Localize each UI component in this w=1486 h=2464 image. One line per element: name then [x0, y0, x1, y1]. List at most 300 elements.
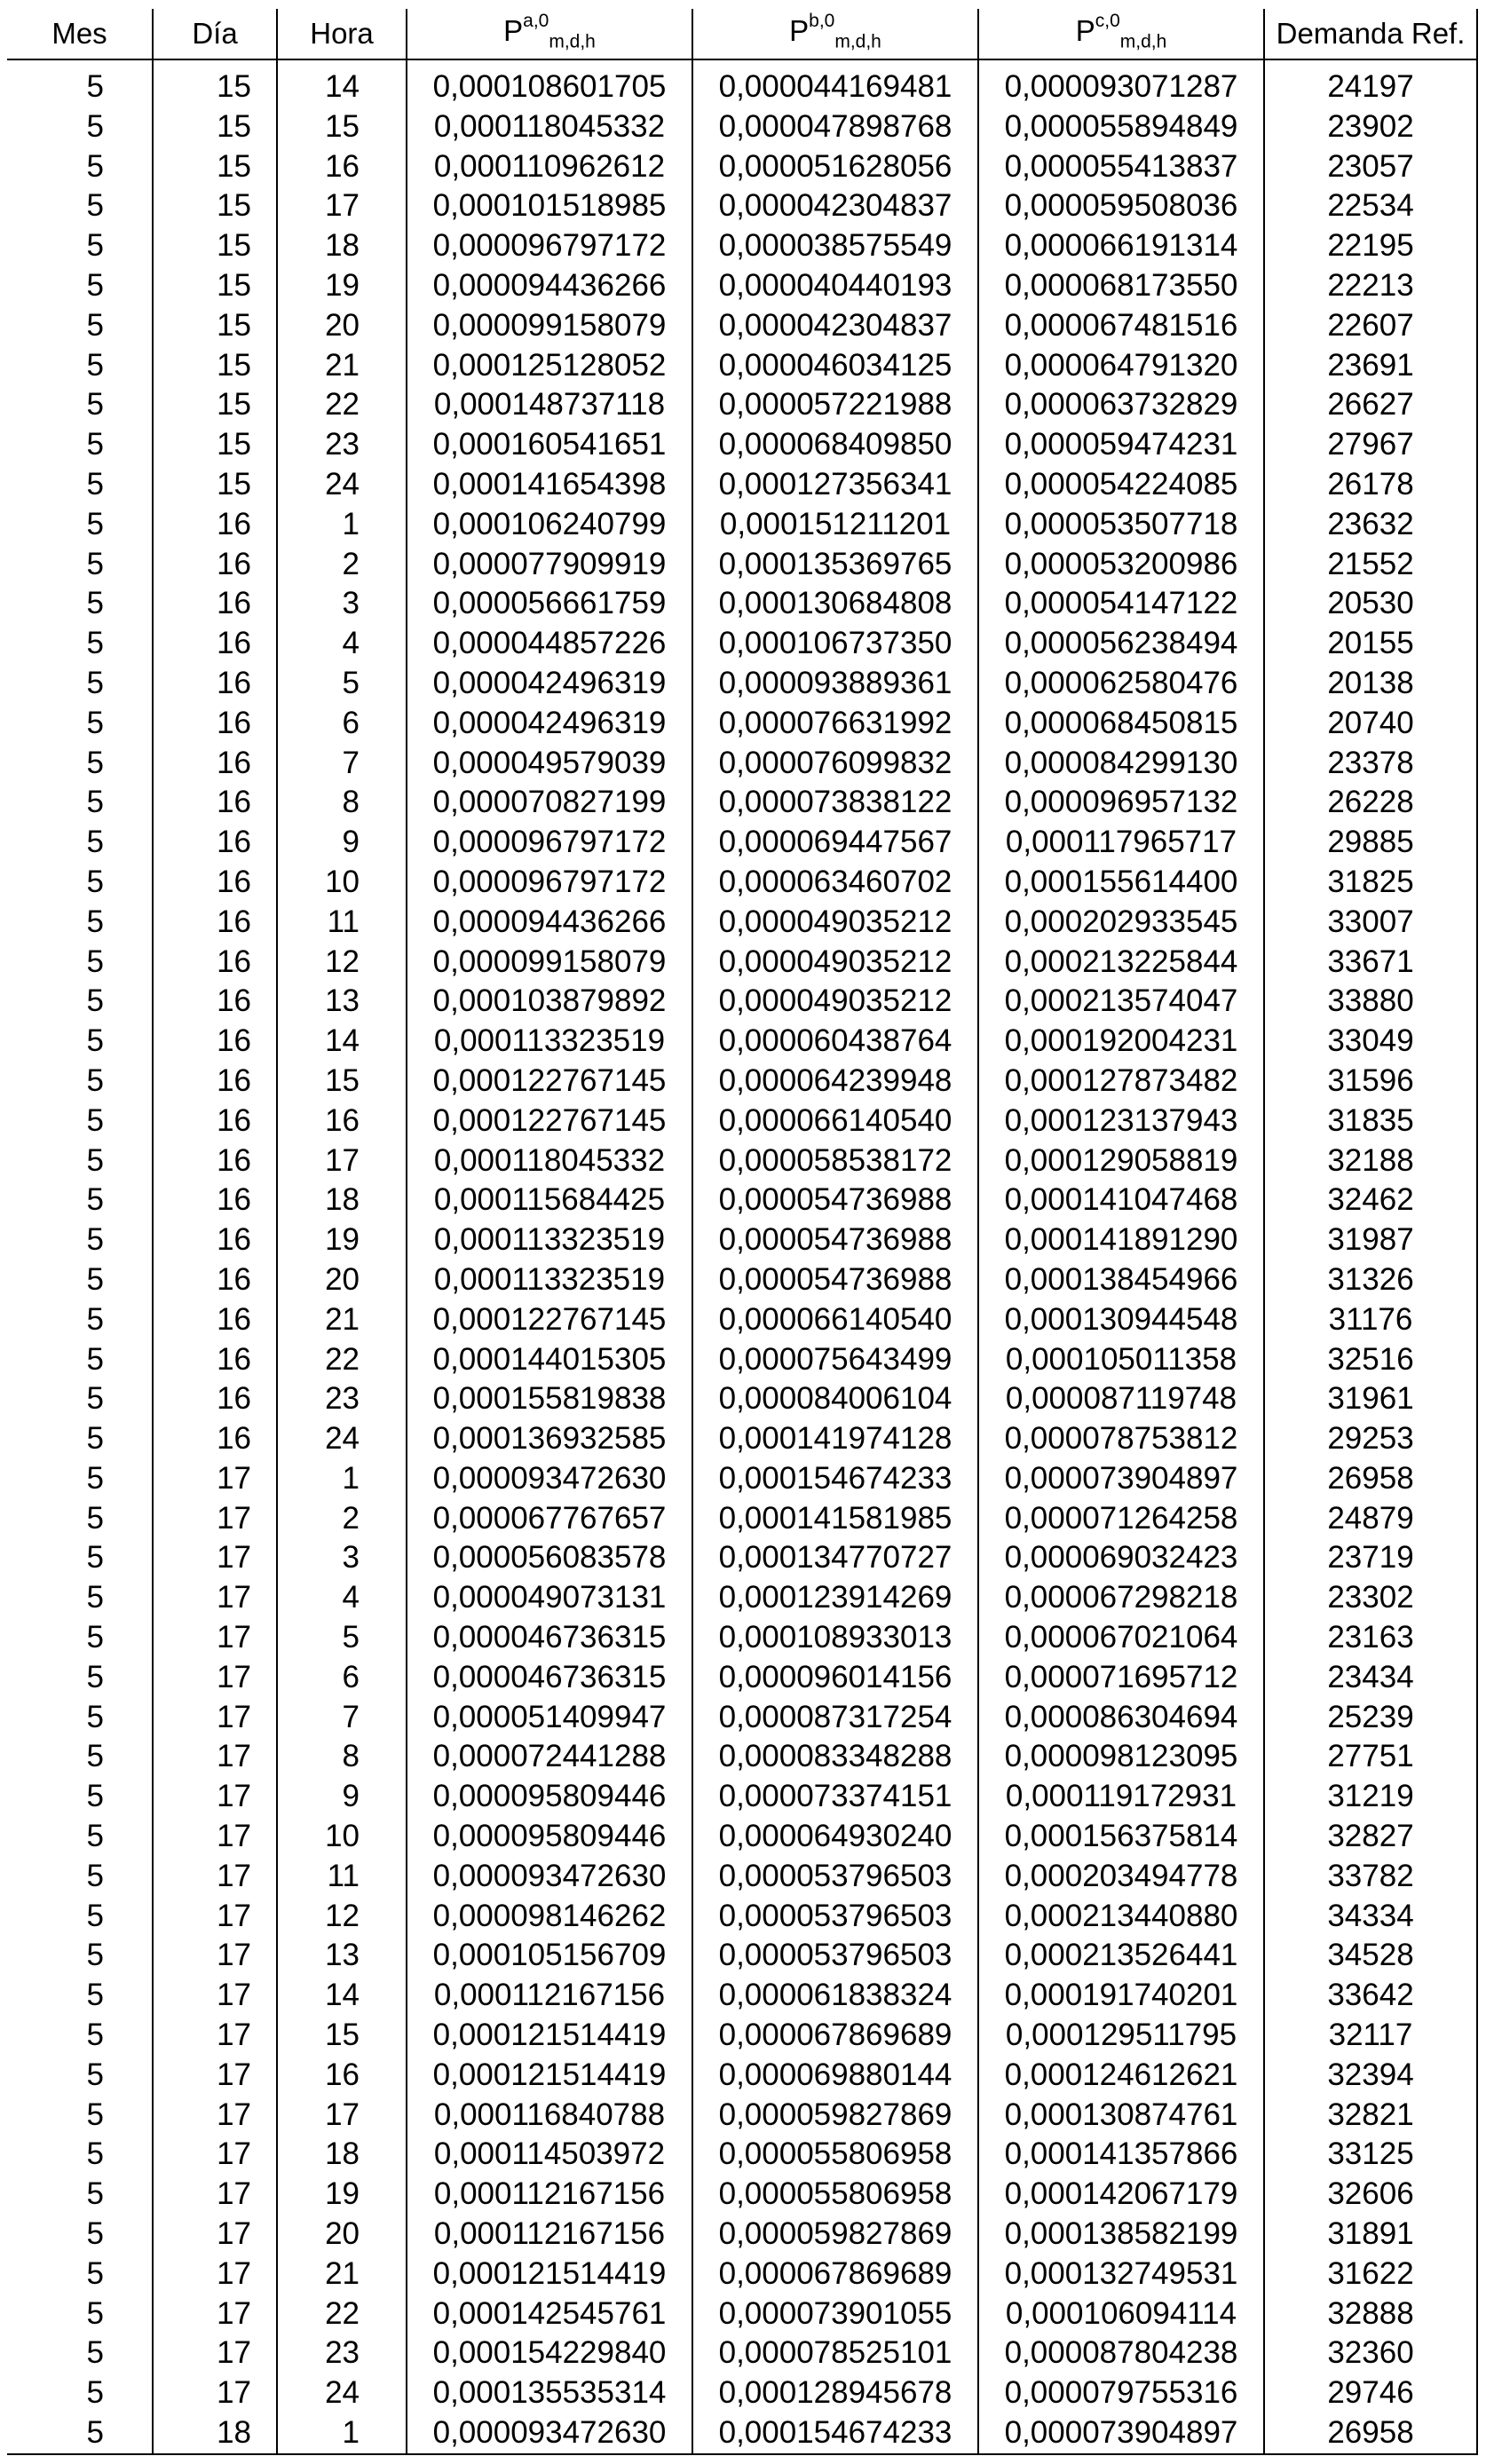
cell-hora: 10	[277, 1817, 407, 1857]
cell-pc: 0,000213440880	[978, 1897, 1264, 1937]
cell-demanda: 20155	[1264, 624, 1477, 664]
cell-demanda: 31622	[1264, 2255, 1477, 2294]
cell-pa: 0,000154229840	[407, 2334, 692, 2373]
cell-pc: 0,000142067179	[978, 2175, 1264, 2215]
cell-hora: 24	[277, 2373, 407, 2413]
cell-demanda: 33880	[1264, 982, 1477, 1022]
table-row	[7, 2334, 1477, 2373]
table-row	[7, 1062, 1477, 1102]
cell-pa: 0,000122767145	[407, 1300, 692, 1340]
cell-hora: 19	[277, 266, 407, 306]
table-row	[7, 1499, 1477, 1539]
cell-pb: 0,000151211201	[692, 505, 978, 545]
table-row	[7, 1936, 1477, 1976]
cell-mes: 5	[7, 1936, 153, 1976]
cell-pc: 0,000213574047	[978, 982, 1264, 1022]
cell-pa: 0,000122767145	[407, 1102, 692, 1141]
cell-mes: 5	[7, 1658, 153, 1698]
cell-mes: 5	[7, 2056, 153, 2096]
table-row	[7, 943, 1477, 983]
cell-hora: 10	[277, 863, 407, 903]
cell-hora: 5	[277, 1618, 407, 1658]
table-row	[7, 346, 1477, 386]
cell-demanda: 21552	[1264, 545, 1477, 585]
cell-dia: 17	[153, 1578, 277, 1618]
cell-dia: 17	[153, 2373, 277, 2413]
cell-mes: 5	[7, 1777, 153, 1817]
cell-pc: 0,000202933545	[978, 903, 1264, 943]
cell-mes: 5	[7, 704, 153, 744]
cell-pc: 0,000053200986	[978, 545, 1264, 585]
cell-pc: 0,000067481516	[978, 306, 1264, 346]
cell-demanda: 22213	[1264, 266, 1477, 306]
cell-hora: 16	[277, 1102, 407, 1141]
cell-dia: 16	[153, 823, 277, 863]
cell-demanda: 31961	[1264, 1379, 1477, 1419]
cell-pb: 0,000066140540	[692, 1300, 978, 1340]
cell-hora: 19	[277, 2175, 407, 2215]
cell-pb: 0,000038575549	[692, 226, 978, 266]
cell-hora: 2	[277, 545, 407, 585]
cell-pa: 0,000125128052	[407, 346, 692, 386]
table-row	[7, 2096, 1477, 2136]
table-row	[7, 1141, 1477, 1181]
cell-pa: 0,000112167156	[407, 1976, 692, 2016]
cell-hora: 23	[277, 425, 407, 465]
cell-pa: 0,000096797172	[407, 226, 692, 266]
cell-dia: 16	[153, 1340, 277, 1380]
cell-pb: 0,000049035212	[692, 982, 978, 1022]
cell-pc: 0,000053507718	[978, 505, 1264, 545]
table-row	[7, 704, 1477, 744]
table-body	[7, 59, 1477, 2454]
cell-pb: 0,000046034125	[692, 346, 978, 386]
cell-mes: 5	[7, 982, 153, 1022]
cell-mes: 5	[7, 2255, 153, 2294]
cell-pc: 0,000141891290	[978, 1220, 1264, 1260]
cell-mes: 5	[7, 1260, 153, 1300]
cell-pc: 0,000073904897	[978, 2413, 1264, 2454]
cell-pc: 0,000106094114	[978, 2294, 1264, 2334]
cell-hora: 17	[277, 186, 407, 226]
cell-dia: 18	[153, 2413, 277, 2454]
cell-pc: 0,000054224085	[978, 465, 1264, 505]
cell-hora: 15	[277, 2016, 407, 2056]
header-pb-sup: b,0	[809, 11, 835, 32]
cell-demanda: 22195	[1264, 226, 1477, 266]
cell-pa: 0,000049579039	[407, 744, 692, 784]
cell-pa: 0,000135535314	[407, 2373, 692, 2413]
cell-pa: 0,000113323519	[407, 1220, 692, 1260]
cell-pb: 0,000087317254	[692, 1698, 978, 1738]
cell-dia: 17	[153, 2135, 277, 2175]
cell-pc: 0,000119172931	[978, 1777, 1264, 1817]
header-pa	[407, 9, 692, 59]
cell-dia: 16	[153, 1419, 277, 1459]
cell-pa: 0,000093472630	[407, 1857, 692, 1897]
cell-dia: 15	[153, 107, 277, 147]
cell-pb: 0,000134770727	[692, 1538, 978, 1578]
cell-mes: 5	[7, 1062, 153, 1102]
cell-demanda: 32821	[1264, 2096, 1477, 2136]
cell-pb: 0,000068409850	[692, 425, 978, 465]
cell-dia: 17	[153, 1618, 277, 1658]
cell-mes: 5	[7, 1220, 153, 1260]
cell-pa: 0,000118045332	[407, 107, 692, 147]
cell-hora: 17	[277, 2096, 407, 2136]
cell-demanda: 32827	[1264, 1817, 1477, 1857]
table-row	[7, 1897, 1477, 1937]
cell-hora: 23	[277, 2334, 407, 2373]
cell-hora: 11	[277, 1857, 407, 1897]
cell-pc: 0,000059508036	[978, 186, 1264, 226]
cell-pb: 0,000057221988	[692, 385, 978, 425]
header-pa-sup: a,0	[523, 11, 549, 32]
cell-hora: 11	[277, 903, 407, 943]
table-row	[7, 1817, 1477, 1857]
cell-demanda: 32188	[1264, 1141, 1477, 1181]
cell-mes: 5	[7, 1419, 153, 1459]
cell-dia: 17	[153, 1976, 277, 2016]
cell-pa: 0,000099158079	[407, 943, 692, 983]
cell-hora: 4	[277, 624, 407, 664]
cell-pb: 0,000154674233	[692, 2413, 978, 2454]
cell-pc: 0,000098123095	[978, 1737, 1264, 1777]
cell-hora: 7	[277, 1698, 407, 1738]
cell-demanda: 31219	[1264, 1777, 1477, 1817]
cell-hora: 14	[277, 59, 407, 107]
cell-dia: 16	[153, 584, 277, 624]
cell-dia: 16	[153, 1220, 277, 1260]
cell-mes: 5	[7, 1618, 153, 1658]
cell-pa: 0,000093472630	[407, 1459, 692, 1499]
cell-pb: 0,000049035212	[692, 943, 978, 983]
cell-pa: 0,000056661759	[407, 584, 692, 624]
cell-pb: 0,000040440193	[692, 266, 978, 306]
cell-pb: 0,000058538172	[692, 1141, 978, 1181]
cell-demanda: 31835	[1264, 1102, 1477, 1141]
cell-demanda: 23378	[1264, 744, 1477, 784]
cell-dia: 15	[153, 266, 277, 306]
cell-pc: 0,000124612621	[978, 2056, 1264, 2096]
cell-demanda: 31326	[1264, 1260, 1477, 1300]
cell-demanda: 27751	[1264, 1737, 1477, 1777]
cell-demanda: 20740	[1264, 704, 1477, 744]
document-page	[7, 9, 1477, 2455]
cell-mes: 5	[7, 1300, 153, 1340]
cell-pa: 0,000046736315	[407, 1618, 692, 1658]
cell-dia: 17	[153, 1459, 277, 1499]
cell-mes: 5	[7, 2175, 153, 2215]
cell-demanda: 26958	[1264, 2413, 1477, 2454]
cell-dia: 16	[153, 1379, 277, 1419]
cell-pb: 0,000064239948	[692, 1062, 978, 1102]
cell-pa: 0,000113323519	[407, 1022, 692, 1062]
table-row	[7, 783, 1477, 823]
cell-pb: 0,000067869689	[692, 2255, 978, 2294]
header-pb	[692, 9, 978, 59]
cell-dia: 15	[153, 147, 277, 187]
cell-pb: 0,000054736988	[692, 1181, 978, 1220]
cell-pa: 0,000121514419	[407, 2056, 692, 2096]
cell-demanda: 27967	[1264, 425, 1477, 465]
cell-pa: 0,000112167156	[407, 2215, 692, 2255]
cell-mes: 5	[7, 1976, 153, 2016]
cell-demanda: 23691	[1264, 346, 1477, 386]
cell-mes: 5	[7, 943, 153, 983]
cell-pc: 0,000141357866	[978, 2135, 1264, 2175]
cell-pa: 0,000113323519	[407, 1260, 692, 1300]
cell-pc: 0,000068173550	[978, 266, 1264, 306]
cell-dia: 16	[153, 783, 277, 823]
cell-demanda: 31596	[1264, 1062, 1477, 1102]
cell-mes: 5	[7, 2413, 153, 2454]
cell-hora: 18	[277, 2135, 407, 2175]
cell-demanda: 20138	[1264, 664, 1477, 704]
cell-hora: 9	[277, 1777, 407, 1817]
cell-pb: 0,000055806958	[692, 2175, 978, 2215]
cell-mes: 5	[7, 266, 153, 306]
cell-demanda: 23302	[1264, 1578, 1477, 1618]
table-row	[7, 744, 1477, 784]
table-row	[7, 2255, 1477, 2294]
cell-hora: 8	[277, 1737, 407, 1777]
table-row	[7, 1618, 1477, 1658]
header-pc-sup: c,0	[1095, 11, 1120, 32]
cell-demanda: 32888	[1264, 2294, 1477, 2334]
cell-pc: 0,000062580476	[978, 664, 1264, 704]
header-demanda: Demanda Ref.	[1264, 9, 1477, 59]
cell-pb: 0,000076631992	[692, 704, 978, 744]
cell-pc: 0,000066191314	[978, 226, 1264, 266]
cell-demanda: 34334	[1264, 1897, 1477, 1937]
cell-dia: 16	[153, 943, 277, 983]
table-row	[7, 226, 1477, 266]
cell-dia: 16	[153, 1181, 277, 1220]
cell-pc: 0,000086304694	[978, 1698, 1264, 1738]
cell-pc: 0,000087804238	[978, 2334, 1264, 2373]
cell-mes: 5	[7, 1698, 153, 1738]
cell-demanda: 31987	[1264, 1220, 1477, 1260]
cell-pc: 0,000129511795	[978, 2016, 1264, 2056]
cell-hora: 21	[277, 2255, 407, 2294]
cell-mes: 5	[7, 306, 153, 346]
cell-pa: 0,000095809446	[407, 1777, 692, 1817]
cell-pc: 0,000073904897	[978, 1459, 1264, 1499]
cell-mes: 5	[7, 1538, 153, 1578]
cell-mes: 5	[7, 1857, 153, 1897]
cell-hora: 16	[277, 147, 407, 187]
cell-pc: 0,000054147122	[978, 584, 1264, 624]
cell-hora: 7	[277, 744, 407, 784]
table-row	[7, 903, 1477, 943]
table-row	[7, 425, 1477, 465]
table-row	[7, 107, 1477, 147]
cell-hora: 18	[277, 1181, 407, 1220]
cell-mes: 5	[7, 1379, 153, 1419]
cell-dia: 17	[153, 2056, 277, 2096]
cell-pb: 0,000055806958	[692, 2135, 978, 2175]
cell-dia: 17	[153, 1777, 277, 1817]
cell-hora: 13	[277, 982, 407, 1022]
cell-pb: 0,000141974128	[692, 1419, 978, 1459]
cell-pc: 0,000203494778	[978, 1857, 1264, 1897]
cell-hora: 24	[277, 465, 407, 505]
cell-pa: 0,000094436266	[407, 266, 692, 306]
cell-pc: 0,000192004231	[978, 1022, 1264, 1062]
cell-hora: 22	[277, 1340, 407, 1380]
header-hora: Hora	[277, 9, 407, 59]
cell-pb: 0,000096014156	[692, 1658, 978, 1698]
cell-hora: 19	[277, 1220, 407, 1260]
table-row	[7, 385, 1477, 425]
cell-pb: 0,000069880144	[692, 2056, 978, 2096]
cell-demanda: 31825	[1264, 863, 1477, 903]
table-row	[7, 1538, 1477, 1578]
cell-dia: 16	[153, 624, 277, 664]
cell-dia: 15	[153, 346, 277, 386]
cell-pa: 0,000112167156	[407, 2175, 692, 2215]
cell-mes: 5	[7, 2294, 153, 2334]
cell-pb: 0,000042304837	[692, 306, 978, 346]
table-row	[7, 1022, 1477, 1062]
cell-pb: 0,000054736988	[692, 1220, 978, 1260]
cell-pc: 0,000130944548	[978, 1300, 1264, 1340]
cell-dia: 17	[153, 2096, 277, 2136]
cell-mes: 5	[7, 863, 153, 903]
cell-mes: 5	[7, 147, 153, 187]
table-row	[7, 584, 1477, 624]
cell-pa: 0,000101518985	[407, 186, 692, 226]
cell-pb: 0,000053796503	[692, 1857, 978, 1897]
cell-pc: 0,000156375814	[978, 1817, 1264, 1857]
cell-demanda: 23163	[1264, 1618, 1477, 1658]
cell-pb: 0,000084006104	[692, 1379, 978, 1419]
cell-demanda: 32394	[1264, 2056, 1477, 2096]
cell-pc: 0,000067298218	[978, 1578, 1264, 1618]
cell-pa: 0,000142545761	[407, 2294, 692, 2334]
cell-pa: 0,000051409947	[407, 1698, 692, 1738]
cell-pa: 0,000098146262	[407, 1897, 692, 1937]
cell-pc: 0,000068450815	[978, 704, 1264, 744]
cell-dia: 17	[153, 1698, 277, 1738]
cell-pa: 0,000070827199	[407, 783, 692, 823]
cell-pc: 0,000087119748	[978, 1379, 1264, 1419]
table-row	[7, 2016, 1477, 2056]
cell-pa: 0,000148737118	[407, 385, 692, 425]
table-row	[7, 664, 1477, 704]
table-row	[7, 1340, 1477, 1380]
cell-pa: 0,000108601705	[407, 59, 692, 107]
cell-dia: 16	[153, 1022, 277, 1062]
cell-dia: 16	[153, 1260, 277, 1300]
cell-pa: 0,000096797172	[407, 823, 692, 863]
header-pc	[978, 9, 1264, 59]
cell-demanda: 33007	[1264, 903, 1477, 943]
cell-hora: 17	[277, 1141, 407, 1181]
cell-mes: 5	[7, 186, 153, 226]
cell-pa: 0,000118045332	[407, 1141, 692, 1181]
cell-demanda: 26178	[1264, 465, 1477, 505]
table-row	[7, 465, 1477, 505]
cell-demanda: 22534	[1264, 186, 1477, 226]
cell-pb: 0,000154674233	[692, 1459, 978, 1499]
cell-pb: 0,000073374151	[692, 1777, 978, 1817]
cell-dia: 17	[153, 2016, 277, 2056]
table-row	[7, 186, 1477, 226]
cell-dia: 17	[153, 1499, 277, 1539]
cell-mes: 5	[7, 1102, 153, 1141]
cell-mes: 5	[7, 1737, 153, 1777]
table-row	[7, 1658, 1477, 1698]
table-row	[7, 505, 1477, 545]
cell-demanda: 31176	[1264, 1300, 1477, 1340]
cell-pc: 0,000155614400	[978, 863, 1264, 903]
cell-mes: 5	[7, 59, 153, 107]
cell-pb: 0,000130684808	[692, 584, 978, 624]
cell-demanda: 24197	[1264, 59, 1477, 107]
cell-pb: 0,000060438764	[692, 1022, 978, 1062]
cell-demanda: 24879	[1264, 1499, 1477, 1539]
cell-dia: 16	[153, 903, 277, 943]
cell-mes: 5	[7, 1141, 153, 1181]
table-row	[7, 1102, 1477, 1141]
cell-mes: 5	[7, 1459, 153, 1499]
cell-hora: 20	[277, 306, 407, 346]
cell-dia: 17	[153, 1737, 277, 1777]
cell-mes: 5	[7, 903, 153, 943]
cell-pc: 0,000127873482	[978, 1062, 1264, 1102]
cell-mes: 5	[7, 1022, 153, 1062]
cell-mes: 5	[7, 783, 153, 823]
table-row	[7, 1777, 1477, 1817]
cell-hora: 8	[277, 783, 407, 823]
cell-pa: 0,000114503972	[407, 2135, 692, 2175]
cell-mes: 5	[7, 425, 153, 465]
cell-dia: 16	[153, 664, 277, 704]
cell-dia: 15	[153, 465, 277, 505]
cell-pa: 0,000144015305	[407, 1340, 692, 1380]
cell-demanda: 33671	[1264, 943, 1477, 983]
cell-pc: 0,000138454966	[978, 1260, 1264, 1300]
cell-demanda: 33049	[1264, 1022, 1477, 1062]
cell-pb: 0,000063460702	[692, 863, 978, 903]
cell-pb: 0,000093889361	[692, 664, 978, 704]
table-row	[7, 147, 1477, 187]
cell-dia: 16	[153, 505, 277, 545]
cell-pa: 0,000096797172	[407, 863, 692, 903]
cell-pc: 0,000141047468	[978, 1181, 1264, 1220]
table-row	[7, 2413, 1477, 2454]
cell-pc: 0,000191740201	[978, 1976, 1264, 2016]
cell-pc: 0,000123137943	[978, 1102, 1264, 1141]
cell-pb: 0,000053796503	[692, 1897, 978, 1937]
cell-hora: 20	[277, 2215, 407, 2255]
cell-dia: 17	[153, 2175, 277, 2215]
cell-pc: 0,000096957132	[978, 783, 1264, 823]
cell-demanda: 26627	[1264, 385, 1477, 425]
cell-demanda: 32606	[1264, 2175, 1477, 2215]
cell-demanda: 23057	[1264, 147, 1477, 187]
cell-pc: 0,000055894849	[978, 107, 1264, 147]
table-header	[7, 9, 1477, 59]
cell-pb: 0,000073901055	[692, 2294, 978, 2334]
cell-mes: 5	[7, 1578, 153, 1618]
table-row	[7, 2215, 1477, 2255]
table-row	[7, 545, 1477, 585]
cell-pa: 0,000067767657	[407, 1499, 692, 1539]
cell-pb: 0,000127356341	[692, 465, 978, 505]
